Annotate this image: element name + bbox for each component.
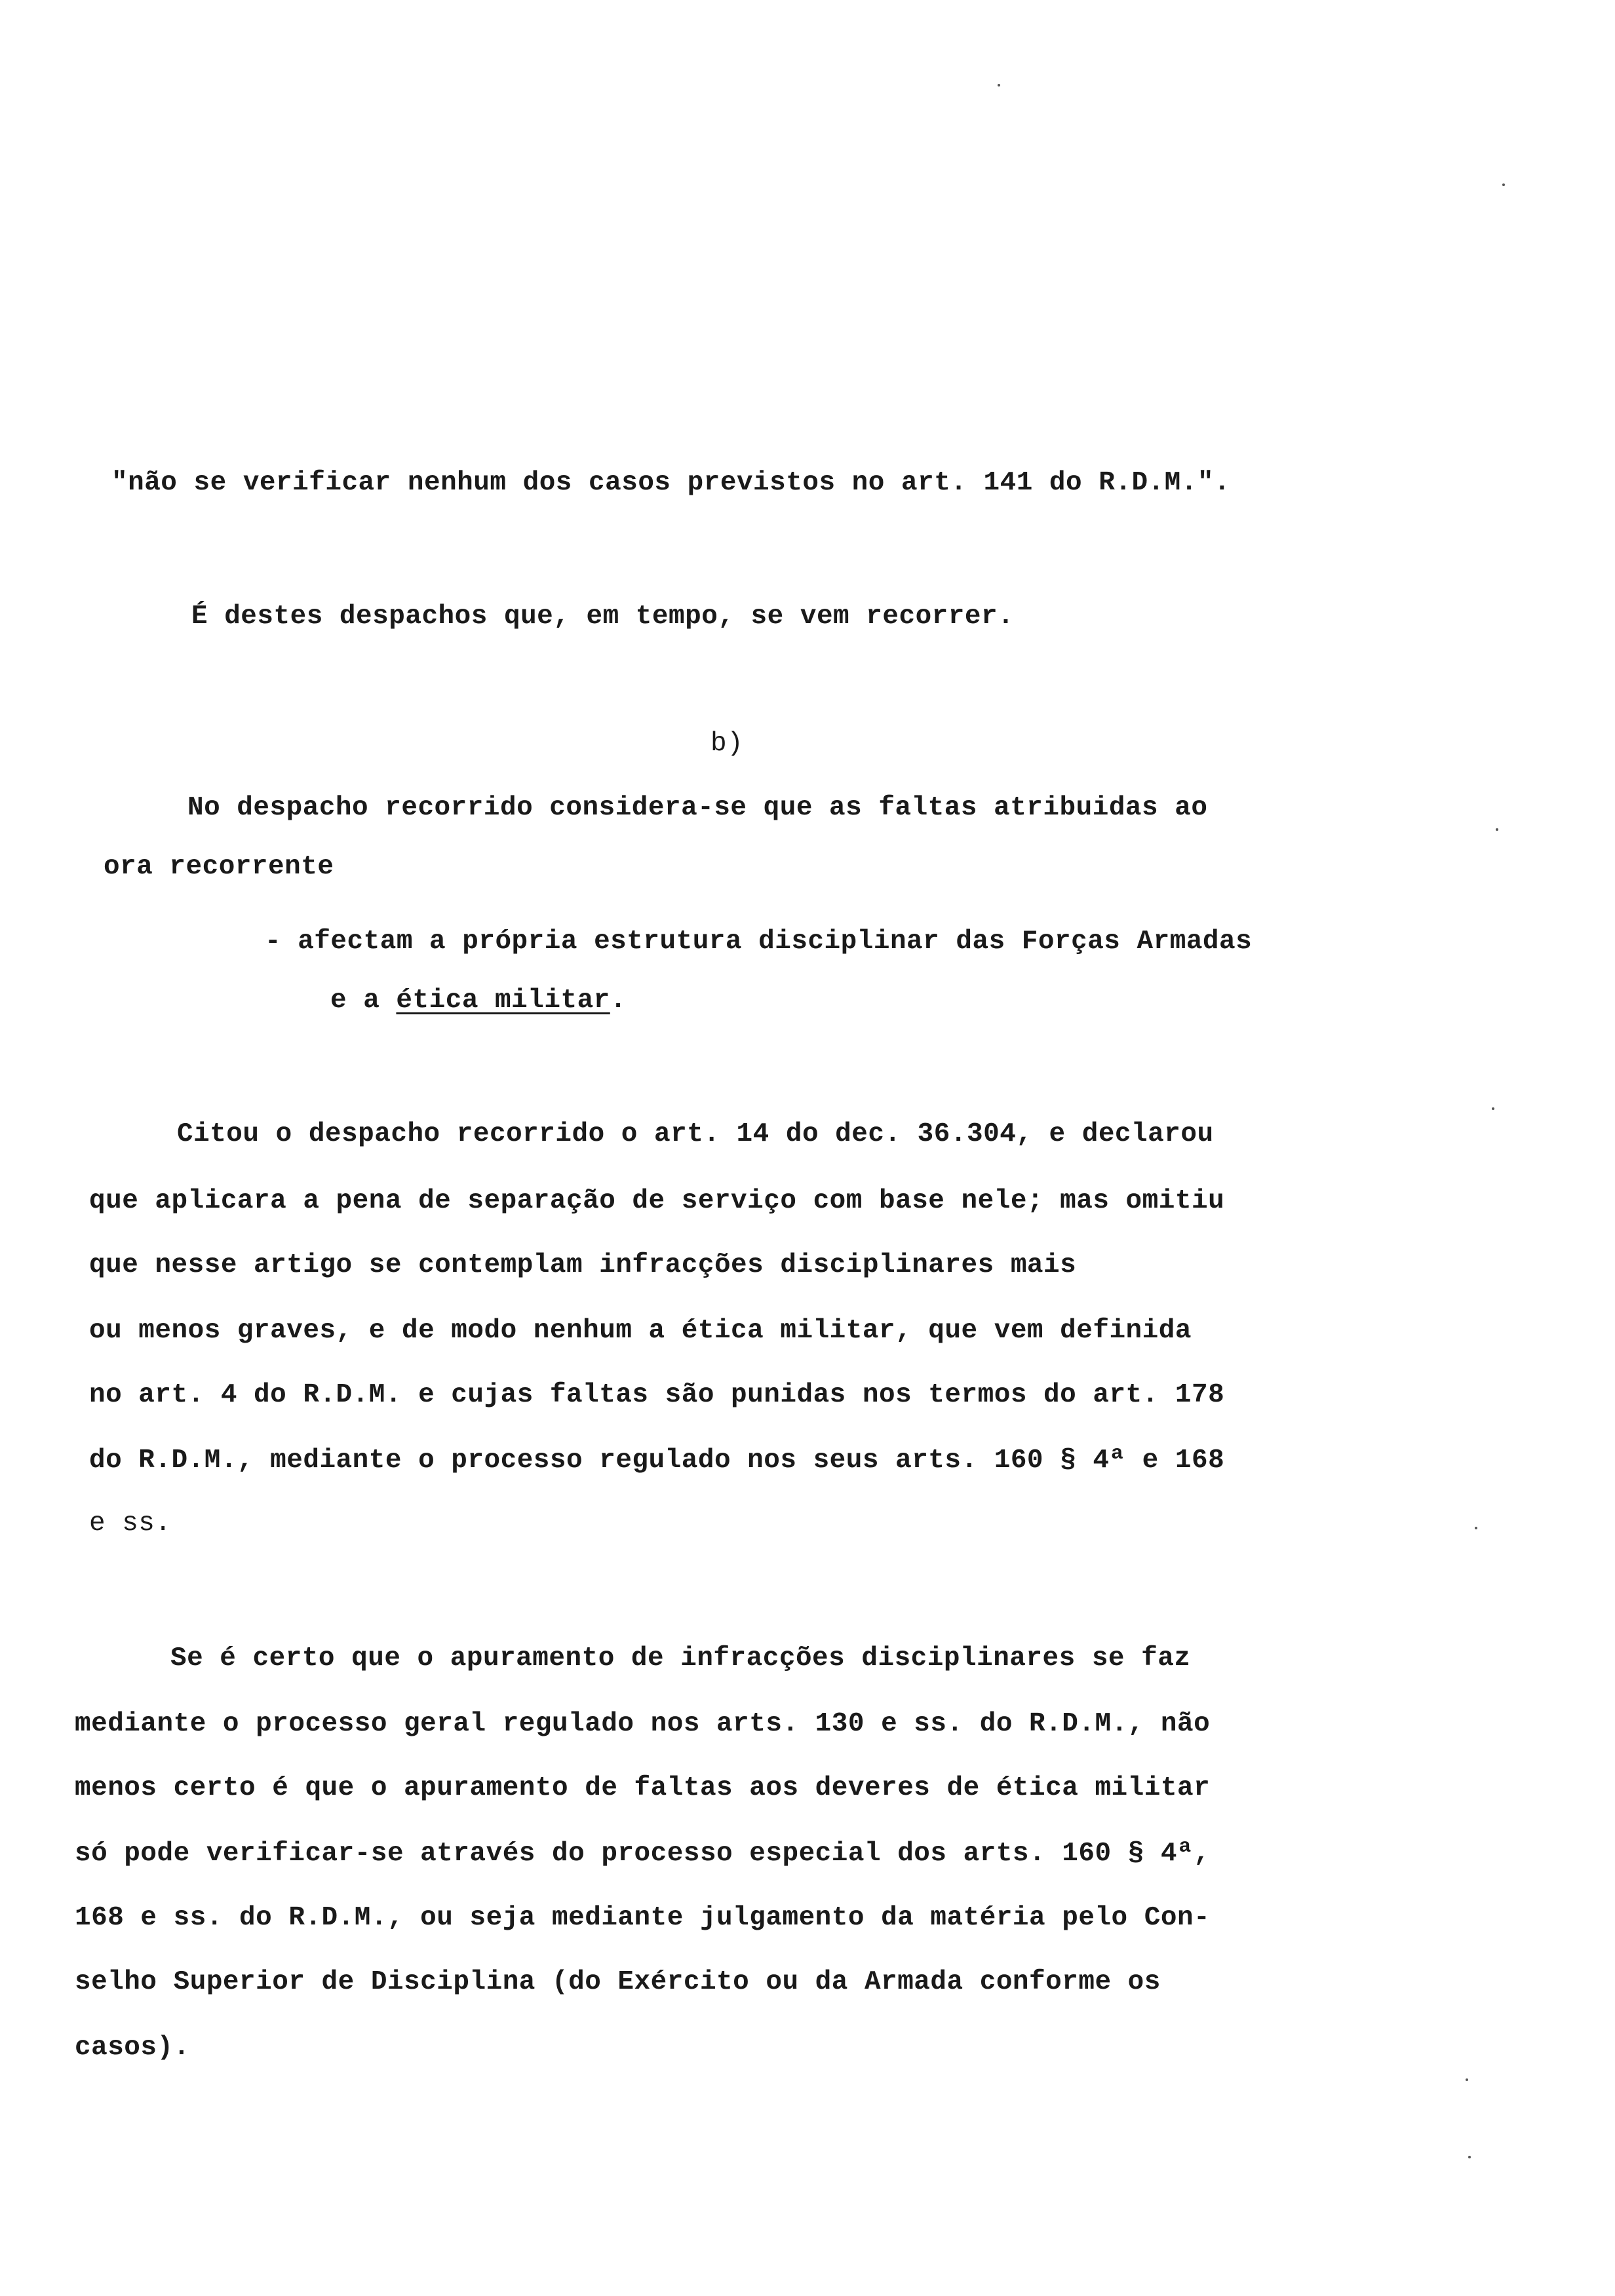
text-line: só pode verificar-se através do processo especial dos arts. 160 § 4ª, — [75, 1839, 1211, 1869]
text-line: Se é certo que o apuramento de infracções disciplinares se faz — [170, 1643, 1191, 1674]
text-line: e ss. — [89, 1508, 172, 1539]
scan-speck — [1502, 183, 1505, 186]
text-line: - afectam a própria estrutura disciplinar das Forças Armadas — [265, 927, 1253, 957]
scan-speck — [1468, 2156, 1471, 2158]
scan-speck — [1466, 2078, 1468, 2081]
text-line: ou menos graves, e de modo nenhum a ética militar, que vem definida — [89, 1316, 1192, 1346]
text-line: É destes despachos que, em tempo, se vem recorrer. — [191, 602, 1015, 632]
text-line: ora recorrente — [104, 852, 334, 882]
section-marker: b) — [710, 729, 744, 759]
text-line: que aplicara a pena de separação de serviço com base nele; mas omitiu — [89, 1186, 1225, 1216]
text-line: menos certo é que o apuramento de faltas aos deveres de ética militar — [75, 1773, 1211, 1803]
text-line: casos). — [75, 2033, 190, 2063]
text-line: Citou o despacho recorrido o art. 14 do dec. 36.304, e declarou — [177, 1119, 1214, 1149]
text-line — [330, 984, 627, 1017]
text-fragment: . — [610, 985, 627, 1016]
text-line: mediante o processo geral regulado nos arts. 130 e ss. do R.D.M., não — [75, 1709, 1211, 1739]
text-line: 168 e ss. do R.D.M., ou seja mediante julgamento da matéria pelo Con- — [75, 1903, 1211, 1933]
underlined-term: ética militar — [396, 985, 610, 1016]
scan-speck — [1475, 1527, 1477, 1529]
text-line: no art. 4 do R.D.M. e cujas faltas são punidas nos termos do art. 178 — [89, 1380, 1225, 1410]
text-line: selho Superior de Disciplina (do Exército ou da Armada conforme os — [75, 1967, 1161, 1997]
text-line: que nesse artigo se contemplam infracções disciplinares mais — [89, 1250, 1077, 1280]
text-fragment: e a — [330, 985, 397, 1016]
scan-speck — [1496, 828, 1498, 831]
text-line: "não se verificar nenhum dos casos previstos no art. 141 do R.D.M.". — [111, 468, 1231, 498]
text-line: No despacho recorrido considera-se que as faltas atribuidas ao — [187, 793, 1208, 823]
text-line: do R.D.M., mediante o processo regulado nos seus arts. 160 § 4ª e 168 — [89, 1445, 1225, 1476]
scan-speck — [1492, 1107, 1494, 1110]
scan-speck — [998, 84, 1000, 86]
